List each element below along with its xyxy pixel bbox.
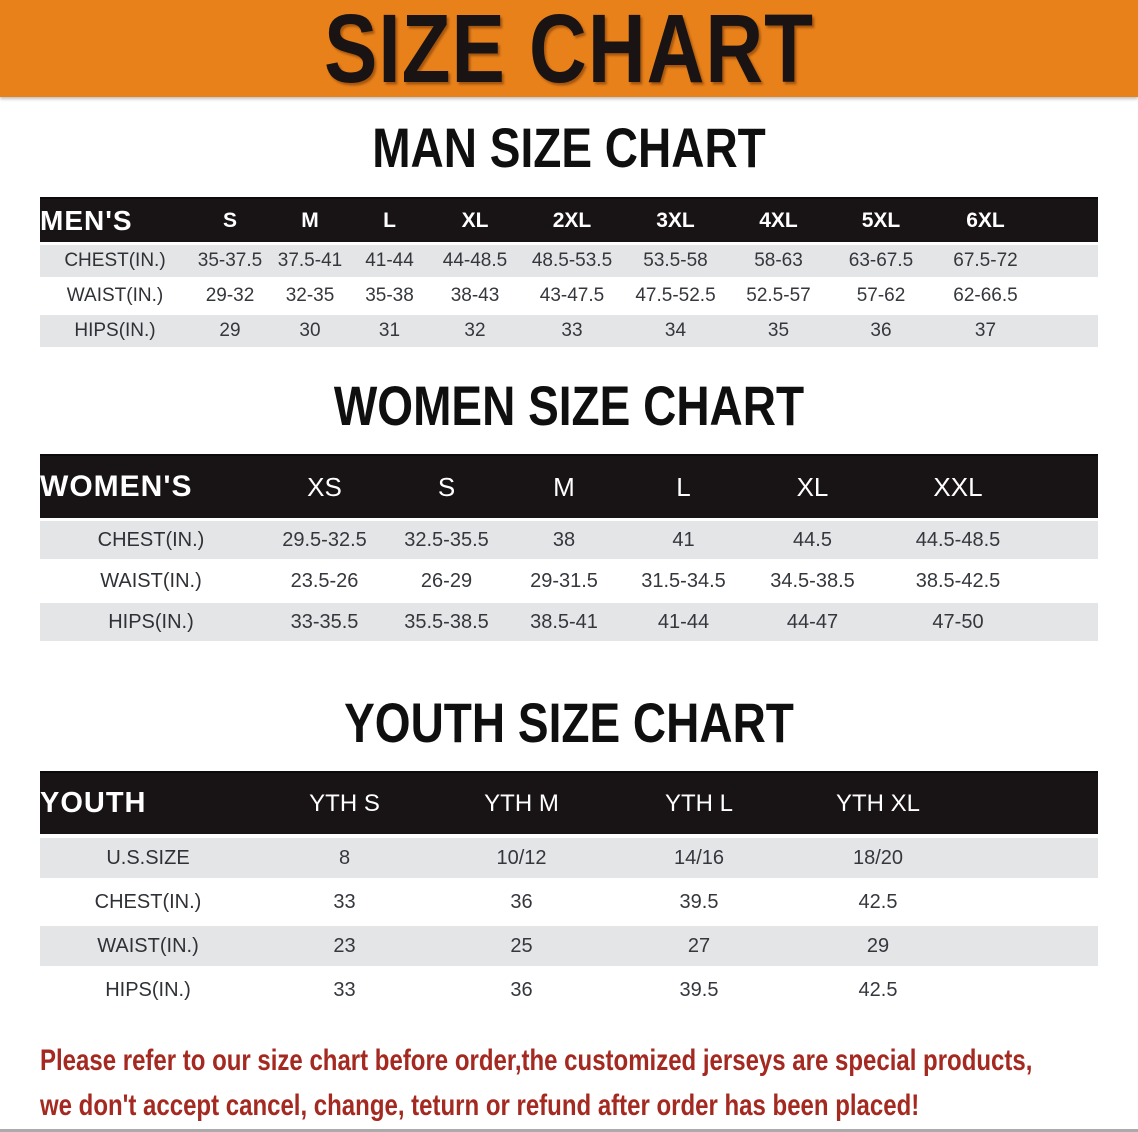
men-col-header: 3XL	[623, 197, 728, 242]
cell: 29	[190, 312, 270, 347]
cell: 47.5-52.5	[623, 277, 728, 312]
cell-spacer	[1036, 559, 1098, 600]
men-col-header: 4XL	[728, 197, 829, 242]
cell: 58-63	[728, 242, 829, 277]
cell: 26-29	[387, 559, 506, 600]
cell: 14/16	[610, 834, 788, 878]
table-row	[40, 966, 1098, 1010]
youth-col-header-spacer	[968, 771, 1098, 834]
cell: 30	[270, 312, 350, 347]
men-col-header: S	[190, 197, 270, 242]
women-section-heading: WOMEN SIZE CHART	[333, 374, 805, 438]
youth-section-heading: YOUTH SIZE CHART	[344, 691, 794, 755]
footer-note-line: Please refer to our size chart before order,the customized jerseys are special products,	[40, 1044, 1033, 1077]
table-row	[40, 559, 1098, 600]
cell: 35	[728, 312, 829, 347]
cell: 23.5-26	[262, 559, 387, 600]
youth-col-header: YTH S	[256, 771, 433, 834]
cell: 38-43	[429, 277, 521, 312]
row-label: WAIST(IN.)	[40, 922, 256, 966]
cell: 8	[256, 834, 433, 878]
cell-spacer	[1038, 277, 1098, 312]
women-col-header: XL	[745, 454, 880, 518]
cell: 42.5	[788, 878, 968, 922]
banner-title: SIZE CHART	[324, 0, 814, 103]
youth-table-header-row	[40, 771, 1098, 834]
row-label: U.S.SIZE	[40, 834, 256, 878]
men-size-table	[40, 197, 1098, 347]
cell: 36	[433, 878, 610, 922]
cell-spacer	[1038, 242, 1098, 277]
men-col-header: 2XL	[521, 197, 623, 242]
cell: 32-35	[270, 277, 350, 312]
men-col-header: XL	[429, 197, 521, 242]
men-col-header: 5XL	[829, 197, 933, 242]
cell: 44-48.5	[429, 242, 521, 277]
cell: 39.5	[610, 878, 788, 922]
women-col-header-spacer	[1036, 454, 1098, 518]
table-row	[40, 518, 1098, 559]
row-label: HIPS(IN.)	[40, 966, 256, 1010]
cell-spacer	[1036, 518, 1098, 559]
cell: 37	[933, 312, 1038, 347]
men-col-header: M	[270, 197, 350, 242]
cell: 38	[506, 518, 622, 559]
cell: 41-44	[622, 600, 745, 641]
row-label: HIPS(IN.)	[40, 312, 190, 347]
youth-col-header: YTH M	[433, 771, 610, 834]
cell: 53.5-58	[623, 242, 728, 277]
cell: 44-47	[745, 600, 880, 641]
cell: 67.5-72	[933, 242, 1038, 277]
cell: 34	[623, 312, 728, 347]
cell: 33-35.5	[262, 600, 387, 641]
row-label: HIPS(IN.)	[40, 600, 262, 641]
banner	[0, 0, 1138, 103]
cell-spacer	[1036, 600, 1098, 641]
cell: 38.5-41	[506, 600, 622, 641]
cell: 31	[350, 312, 429, 347]
cell: 44.5	[745, 518, 880, 559]
women-col-header: M	[506, 454, 622, 518]
cell: 52.5-57	[728, 277, 829, 312]
cell-spacer	[968, 834, 1098, 878]
cell: 32	[429, 312, 521, 347]
men-col-header: L	[350, 197, 429, 242]
women-size-table	[40, 454, 1098, 641]
youth-table-title: YOUTH	[40, 771, 256, 834]
youth-size-table	[40, 771, 1098, 1010]
cell: 33	[256, 878, 433, 922]
table-row	[40, 878, 1098, 922]
cell: 35.5-38.5	[387, 600, 506, 641]
cell: 29-32	[190, 277, 270, 312]
cell-spacer	[968, 966, 1098, 1010]
table-row	[40, 922, 1098, 966]
table-row	[40, 242, 1098, 277]
row-label: CHEST(IN.)	[40, 518, 262, 559]
men-col-header: 6XL	[933, 197, 1038, 242]
cell: 29.5-32.5	[262, 518, 387, 559]
cell: 35-38	[350, 277, 429, 312]
cell: 25	[433, 922, 610, 966]
men-table-header-row	[40, 197, 1098, 242]
row-label: CHEST(IN.)	[40, 242, 190, 277]
cell: 10/12	[433, 834, 610, 878]
table-row	[40, 834, 1098, 878]
cell: 36	[829, 312, 933, 347]
cell: 37.5-41	[270, 242, 350, 277]
cell: 23	[256, 922, 433, 966]
cell: 31.5-34.5	[622, 559, 745, 600]
cell-spacer	[968, 878, 1098, 922]
women-col-header: XXL	[880, 454, 1036, 518]
cell: 36	[433, 966, 610, 1010]
cell: 27	[610, 922, 788, 966]
cell: 34.5-38.5	[745, 559, 880, 600]
cell: 44.5-48.5	[880, 518, 1036, 559]
cell-spacer	[968, 922, 1098, 966]
footer-note-line: we don't accept cancel, change, teturn or refund after order has been placed!	[40, 1089, 920, 1122]
women-table-header-row	[40, 454, 1098, 518]
cell: 33	[256, 966, 433, 1010]
cell-spacer	[1038, 312, 1098, 347]
cell: 33	[521, 312, 623, 347]
cell: 38.5-42.5	[880, 559, 1036, 600]
table-row	[40, 277, 1098, 312]
cell: 57-62	[829, 277, 933, 312]
cell: 32.5-35.5	[387, 518, 506, 559]
cell: 39.5	[610, 966, 788, 1010]
cell: 35-37.5	[190, 242, 270, 277]
women-col-header: S	[387, 454, 506, 518]
men-col-header-spacer	[1038, 197, 1098, 242]
cell: 62-66.5	[933, 277, 1038, 312]
cell: 47-50	[880, 600, 1036, 641]
women-col-header: XS	[262, 454, 387, 518]
row-label: WAIST(IN.)	[40, 277, 190, 312]
table-row	[40, 600, 1098, 641]
table-row	[40, 312, 1098, 347]
footer-note	[40, 1038, 1138, 1128]
cell: 18/20	[788, 834, 968, 878]
cell: 48.5-53.5	[521, 242, 623, 277]
cell: 63-67.5	[829, 242, 933, 277]
youth-col-header: YTH XL	[788, 771, 968, 834]
women-table-title: WOMEN'S	[40, 454, 262, 518]
cell: 43-47.5	[521, 277, 623, 312]
cell: 29	[788, 922, 968, 966]
men-table-title: MEN'S	[40, 197, 190, 242]
men-section-heading: MAN SIZE CHART	[372, 116, 766, 180]
women-col-header: L	[622, 454, 745, 518]
cell: 41-44	[350, 242, 429, 277]
row-label: CHEST(IN.)	[40, 878, 256, 922]
cell: 41	[622, 518, 745, 559]
cell: 42.5	[788, 966, 968, 1010]
row-label: WAIST(IN.)	[40, 559, 262, 600]
youth-col-header: YTH L	[610, 771, 788, 834]
cell: 29-31.5	[506, 559, 622, 600]
